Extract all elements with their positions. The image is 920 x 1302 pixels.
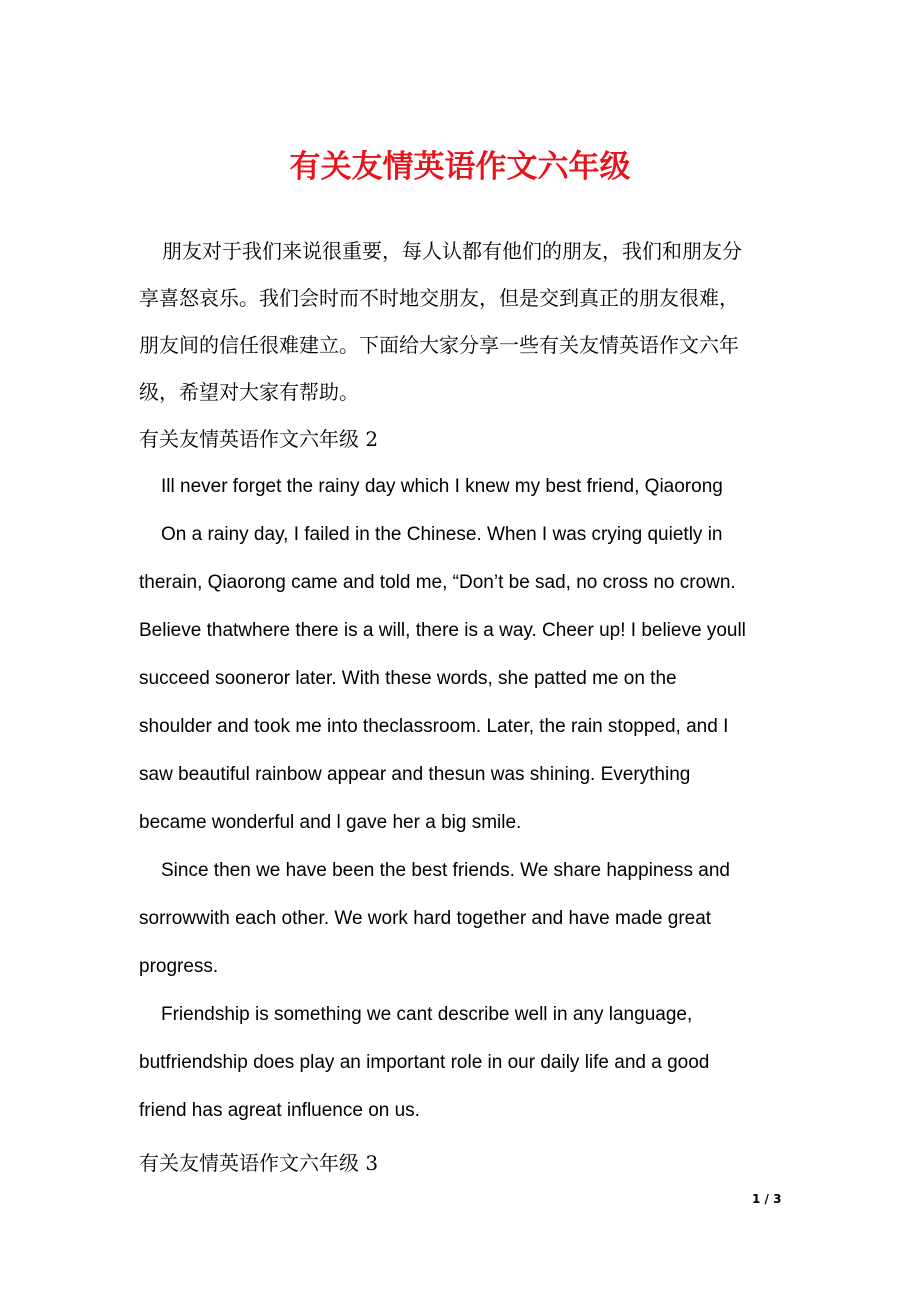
intro-line: 级，希望对大家有帮助。 [139, 380, 359, 404]
essay-line: saw beautiful rainbow appear and thesun was shining. Everything [139, 764, 691, 785]
essay-line: butfriendship does play an important role in our daily life and a good [139, 1052, 710, 1073]
essay-line: Friendship is something we cant describe well in any language, [161, 1004, 693, 1025]
essay-line: shoulder and took me into theclassroom. Later, the rain stopped, and I [139, 716, 729, 737]
essay-line: On a rainy day, I failed in the Chinese. When I was crying quietly in [161, 524, 723, 545]
essay-line: friend has agreat influence on us. [139, 1100, 420, 1121]
essay-line: Ill never forget the rainy day which I knew my best friend, Qiaorong [161, 476, 723, 497]
intro-line: 享喜怒哀乐。我们会时而不时地交朋友，但是交到真正的朋友很难， [139, 286, 739, 310]
intro-line: 朋友对于我们来说很重要，每人认都有他们的朋友，我们和朋友分 [162, 239, 742, 263]
essay-line: became wonderful and l gave her a big smile. [139, 812, 522, 833]
essay-line: progress. [139, 956, 219, 977]
section-heading-2: 有关友情英语作文六年级 2 [139, 427, 379, 451]
intro-line: 朋友间的信任很难建立。下面给大家分享一些有关友情英语作文六年 [139, 333, 739, 357]
essay-line: sorrowwith each other. We work hard together and have made great [139, 908, 712, 929]
essay-body [139, 463, 799, 1135]
essay-line: Since then we have been the best friends. We share happiness and [161, 860, 730, 881]
essay-line: succeed sooneror later. With these words, she patted me on the [139, 668, 677, 689]
essay-line: therain, Qiaorong came and told me, “Don’t be sad, no cross no crown. [139, 572, 736, 593]
essay-line: Believe thatwhere there is a will, there is a way. Cheer up! I believe youll [139, 620, 746, 641]
section-heading-3: 有关友情英语作文六年级 3 [139, 1151, 379, 1175]
document-title: 有关友情英语作文六年级 [289, 149, 631, 185]
page-number: 1 / 3 [752, 1192, 782, 1206]
intro-paragraph [139, 228, 799, 416]
